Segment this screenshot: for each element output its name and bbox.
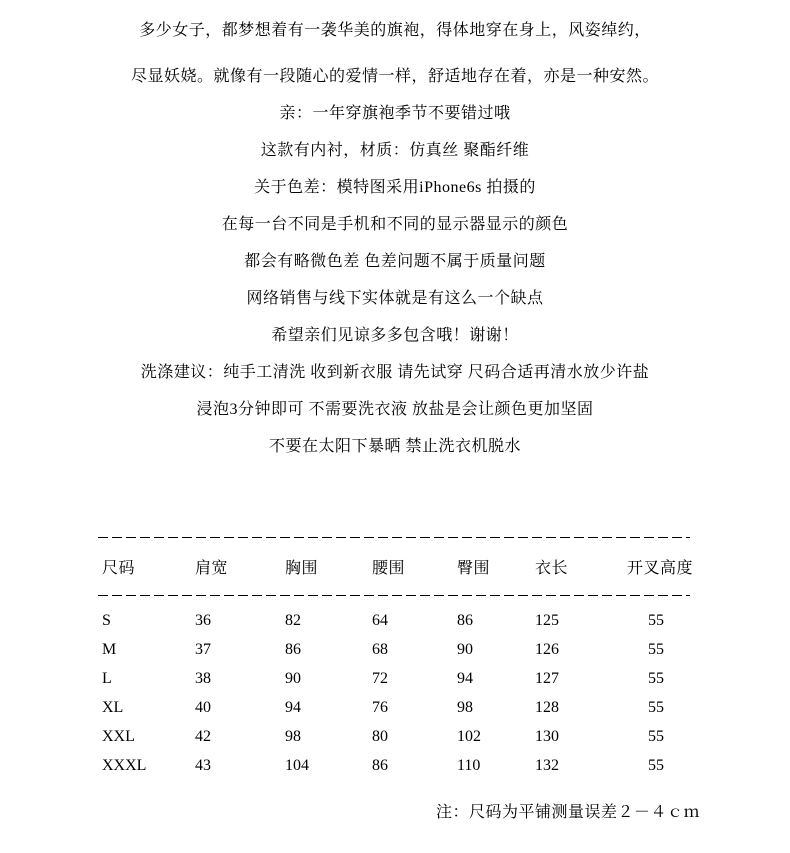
column-header-size: 尺码 bbox=[102, 560, 136, 577]
description-line: 不要在太阳下暴晒 禁止洗衣机脱水 bbox=[268, 438, 521, 455]
table-cell: 86 bbox=[372, 756, 388, 774]
column-header-slit-height: 开叉高度 bbox=[627, 560, 694, 577]
table-cell: 55 bbox=[648, 611, 664, 629]
table-cell: 72 bbox=[372, 669, 388, 687]
table-cell: 98 bbox=[285, 727, 301, 745]
table-cell: 86 bbox=[285, 640, 301, 658]
table-row bbox=[98, 751, 690, 780]
table-cell: 82 bbox=[285, 611, 301, 629]
measurement-note: 注：尺码为平铺测量误差２－４ｃｍ bbox=[435, 804, 700, 821]
description-line: 网络销售与线下实体就是有这么一个缺点 bbox=[246, 290, 544, 307]
description-line: 都会有略微色差 色差问题不属于质量问题 bbox=[244, 253, 546, 270]
table-cell: 55 bbox=[648, 640, 664, 658]
description-line: 洗涤建议：纯手工清洗 收到新衣服 请先试穿 尺码合适再清水放少许盐 bbox=[140, 364, 650, 381]
table-cell: 110 bbox=[457, 756, 481, 774]
column-header-waist: 腰围 bbox=[372, 560, 406, 577]
table-cell: 132 bbox=[535, 756, 559, 774]
table-cell: 130 bbox=[535, 727, 559, 745]
table-cell: 55 bbox=[648, 727, 664, 745]
size-table bbox=[98, 537, 694, 780]
table-cell: 64 bbox=[372, 611, 388, 629]
table-cell: M bbox=[102, 640, 117, 658]
table-cell: 42 bbox=[195, 727, 211, 745]
table-row bbox=[98, 664, 690, 693]
table-cell: 55 bbox=[648, 669, 664, 687]
description-line: 在每一台不同是手机和不同的显示器显示的颜色 bbox=[221, 216, 569, 233]
description-line: 多少女子，都梦想着有一袭华美的旗袍，得体地穿在身上，风姿绰约， bbox=[139, 22, 651, 39]
table-row bbox=[98, 635, 690, 664]
size-table-header-row bbox=[98, 538, 694, 595]
column-header-length: 衣长 bbox=[535, 560, 569, 577]
table-cell: 37 bbox=[195, 640, 211, 658]
table-cell: S bbox=[102, 611, 111, 629]
description-line: 亲：一年穿旗袍季节不要错过哦 bbox=[279, 105, 511, 122]
table-row bbox=[98, 693, 690, 722]
description-line: 希望亲们见谅多多包含哦！谢谢！ bbox=[271, 327, 519, 344]
table-cell: 98 bbox=[457, 698, 473, 716]
description-line: 尽显妖娆。就像有一段随心的爱情一样，舒适地存在着，亦是一种安然。 bbox=[130, 68, 659, 85]
table-cell: 90 bbox=[285, 669, 301, 687]
table-cell: 80 bbox=[372, 727, 388, 745]
table-cell: 86 bbox=[457, 611, 473, 629]
table-cell: 102 bbox=[457, 727, 481, 745]
table-cell: 76 bbox=[372, 698, 388, 716]
table-cell: 94 bbox=[285, 698, 301, 716]
table-cell: XXL bbox=[102, 727, 135, 745]
table-cell: 36 bbox=[195, 611, 211, 629]
table-cell: XXXL bbox=[102, 756, 147, 774]
table-cell: 128 bbox=[535, 698, 559, 716]
table-cell: 40 bbox=[195, 698, 211, 716]
table-cell: 90 bbox=[457, 640, 473, 658]
column-header-shoulder: 肩宽 bbox=[195, 560, 229, 577]
table-cell: 55 bbox=[648, 698, 664, 716]
table-cell: L bbox=[102, 669, 112, 687]
table-cell: 55 bbox=[648, 756, 664, 774]
table-cell: XL bbox=[102, 698, 124, 716]
table-row bbox=[98, 722, 690, 751]
table-cell: 68 bbox=[372, 640, 388, 658]
table-cell: 38 bbox=[195, 669, 211, 687]
description-line: 这款有内衬，材质：仿真丝 聚酯纤维 bbox=[260, 142, 530, 159]
table-cell: 127 bbox=[535, 669, 559, 687]
description-line: 关于色差：模特图采用iPhone6s 拍摄的 bbox=[254, 179, 536, 196]
size-table-body bbox=[98, 596, 690, 780]
table-cell: 104 bbox=[285, 756, 309, 774]
table-cell: 94 bbox=[457, 669, 473, 687]
column-header-bust: 胸围 bbox=[285, 560, 319, 577]
table-cell: 43 bbox=[195, 756, 211, 774]
description-line: 浸泡3分钟即可 不需要洗衣液 放盐是会让颜色更加坚固 bbox=[196, 401, 594, 418]
table-cell: 126 bbox=[535, 640, 559, 658]
table-row bbox=[98, 606, 690, 635]
column-header-hip: 臀围 bbox=[457, 560, 491, 577]
table-cell: 125 bbox=[535, 611, 559, 629]
